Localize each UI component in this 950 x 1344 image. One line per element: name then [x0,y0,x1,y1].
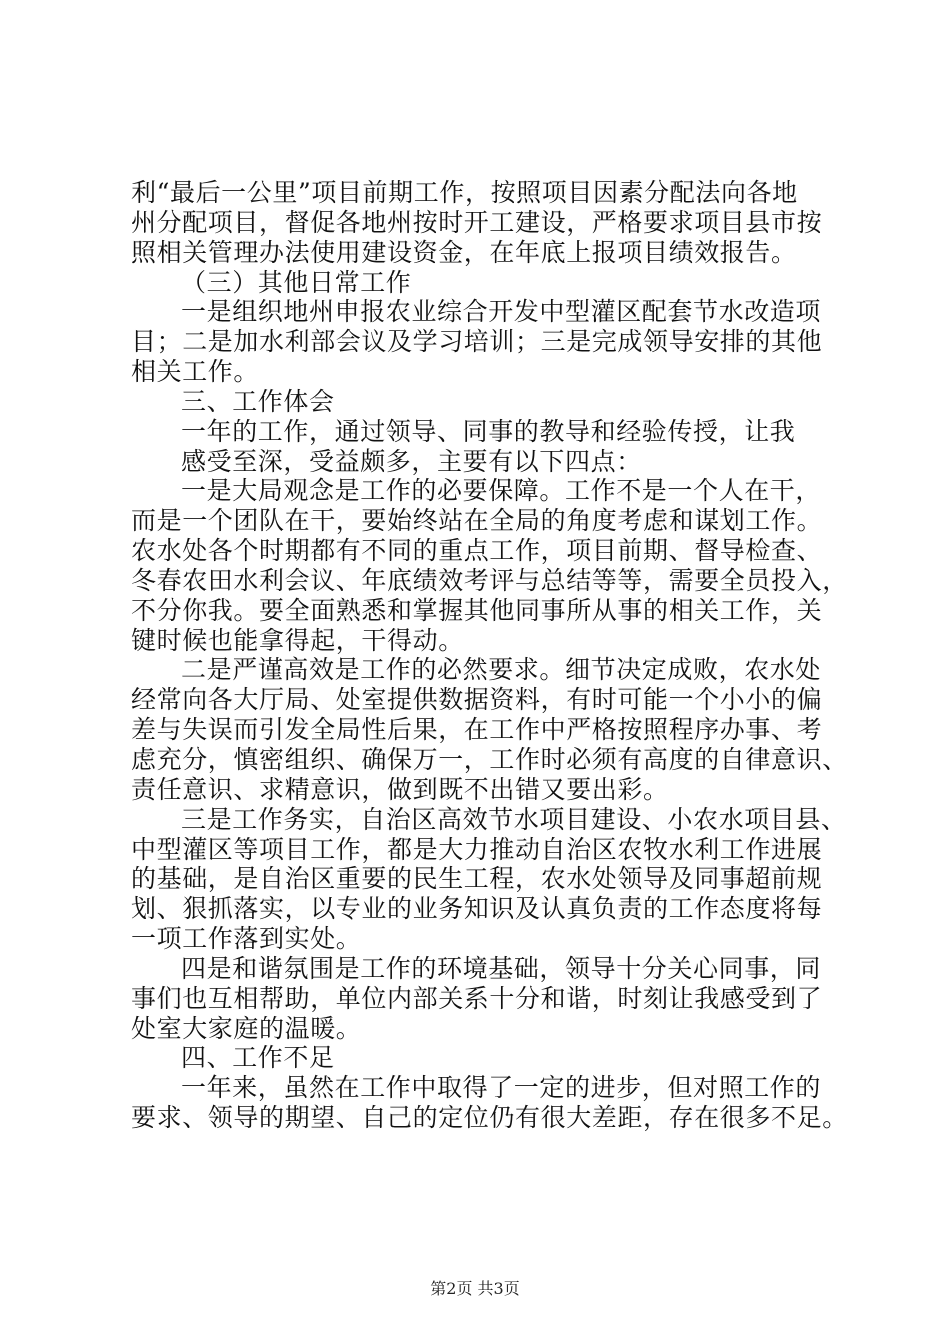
text-line: 冬春农田水利会议、年底绩效考评与总结等等，需要全员投入， [131,565,848,595]
text-line: 目；二是加水利部会议及学习培训；三是完成领导安排的其他 [131,327,823,357]
text-line: 划、狠抓落实，以专业的业务知识及认真负责的工作态度将每 [131,894,823,924]
text-line: 二是严谨高效是工作的必然要求。细节决定成败，农水处 [181,655,822,685]
text-line: 利“最后一公里”项目前期工作，按照项目因素分配法向各地 [131,178,798,207]
text-line: 键时候也能拿得起，干得动。 [131,625,464,655]
text-line: 四是和谐氛围是工作的环境基础，领导十分关心同事，同 [181,953,822,983]
text-line: 而是一个团队在干，要始终站在全局的角度考虑和谋划工作。 [131,506,823,536]
text-line: 一是大局观念是工作的必要保障。工作不是一个人在干， [181,476,822,506]
text-line: 一年来，虽然在工作中取得了一定的进步，但对照工作的 [181,1073,822,1103]
page-number-footer: 第2页 共3页 [430,1279,520,1298]
text-line: 相关工作。 [131,357,260,386]
text-line: 农水处各个时期都有不同的重点工作，项目前期、督导检查、 [131,536,823,566]
text-line: 责任意识、求精意识，做到既不出错又要出彩。 [131,774,669,804]
text-line: 三是工作务实，自治区高效节水项目建设、小农水项目县、 [181,804,847,834]
section-heading: （三）其他日常工作 [181,267,412,297]
text-line: 处室大家庭的温暖。 [131,1013,362,1043]
text-line: 一是组织地州申报农业综合开发中型灌区配套节水改造项 [181,297,822,327]
text-line: 经常向各大厅局、处室提供数据资料，有时可能一个小小的偏 [131,685,823,715]
section-heading: 三、工作体会 [181,386,335,416]
text-line: 州分配项目，督促各地州按时开工建设，严格要求项目县市按 [131,207,823,237]
text-line: 感受至深，受益颇多，主要有以下四点： [181,446,642,476]
text-line: 一项工作落到实处。 [131,924,362,953]
section-heading: 四、工作不足 [181,1043,335,1073]
text-line: 事们也互相帮助，单位内部关系十分和谐，时刻让我感受到了 [131,983,823,1013]
text-line: 中型灌区等项目工作，都是大力推动自治区农牧水利工作进展 [131,834,823,864]
text-line: 一年的工作，通过领导、同事的教导和经验传授，让我 [181,416,796,446]
text-line: 差与失误而引发全局性后果，在工作中严格按照程序办事、考 [131,715,823,745]
text-line: 虑充分，慎密组织、确保万一，工作时必须有高度的自律意识、 [131,744,848,774]
text-line: 要求、领导的期望、自己的定位仍有很大差距，存在很多不足。 [131,1103,848,1132]
text-line: 不分你我。要全面熟悉和掌握其他同事所从事的相关工作，关 [131,595,823,625]
text-line: 照相关管理办法使用建设资金，在年底上报项目绩效报告。 [131,237,797,267]
text-line: 的基础，是自治区重要的民生工程，农水处领导及同事超前规 [131,864,823,894]
